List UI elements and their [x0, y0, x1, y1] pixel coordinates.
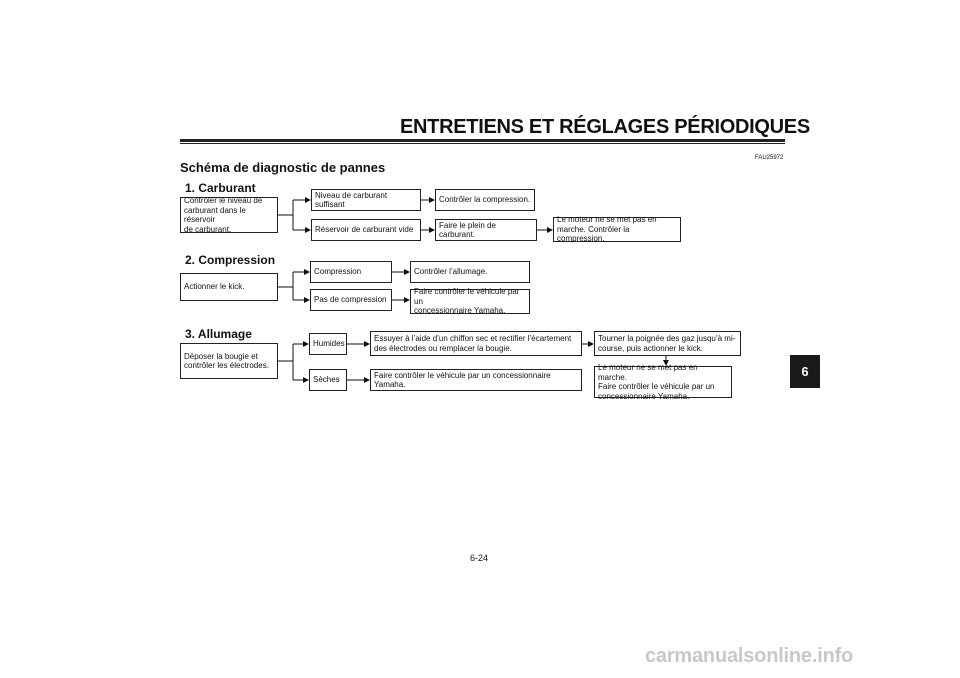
box-dealer-check-compression: Faire contrôler le véhicule par un concessionnaire Yamaha. — [410, 289, 530, 314]
box-throttle-half-kick: Tourner la poignée des gaz jusqu’à mi- course, puis actionner le kick. — [594, 331, 741, 356]
heading-compression: 2. Compression — [185, 253, 276, 267]
box-no-compression: Pas de compression — [310, 289, 392, 311]
heading-carburant: 1. Carburant — [185, 181, 256, 195]
box-wet: Humides — [309, 333, 347, 355]
box-dry: Sèches — [309, 369, 347, 391]
box-refuel: Faire le plein de carburant. — [435, 219, 537, 241]
chapter-tab: 6 — [790, 355, 820, 388]
box-check-fuel-level: Contrôler le niveau de carburant dans le réservoir de carburant. — [180, 197, 278, 233]
box-check-ignition: Contrôler l’allumage. — [410, 261, 530, 283]
box-compression-ok: Compression — [310, 261, 392, 283]
box-check-compression: Contrôler la compression. — [435, 189, 535, 211]
box-kick: Actionner le kick. — [180, 273, 278, 301]
heading-allumage: 3. Allumage — [185, 327, 252, 341]
reference-code: FAU25972 — [755, 155, 784, 161]
box-fuel-sufficient: Niveau de carburant suffisant — [311, 189, 421, 211]
box-remove-spark-plug: Déposer la bougie et contrôler les électrodes. — [180, 343, 278, 379]
page-number: 6-24 — [470, 553, 489, 563]
watermark-footer: carmanualsonline.info — [645, 645, 854, 667]
box-clean-electrodes: Essuyer à l’aide d’un chiffon sec et rectifier l’écartement des électrodes ou remplacer la bougie. — [370, 331, 582, 356]
section-title: Schéma de diagnostic de pannes — [180, 160, 386, 175]
box-engine-no-start-dealer: Le moteur ne se met pas en marche. Faire contrôler le véhicule par un concessionnaire Yamaha. — [594, 366, 732, 398]
page-title: ENTRETIENS ET RÉGLAGES PÉRIODIQUES — [400, 116, 810, 138]
box-tank-empty: Réservoir de carburant vide — [311, 219, 421, 241]
box-dealer-check-ignition: Faire contrôler le véhicule par un concessionnaire Yamaha. — [370, 369, 582, 391]
box-engine-no-start-compression: Le moteur ne se met pas en marche. Contrôler la compression. — [553, 217, 681, 242]
